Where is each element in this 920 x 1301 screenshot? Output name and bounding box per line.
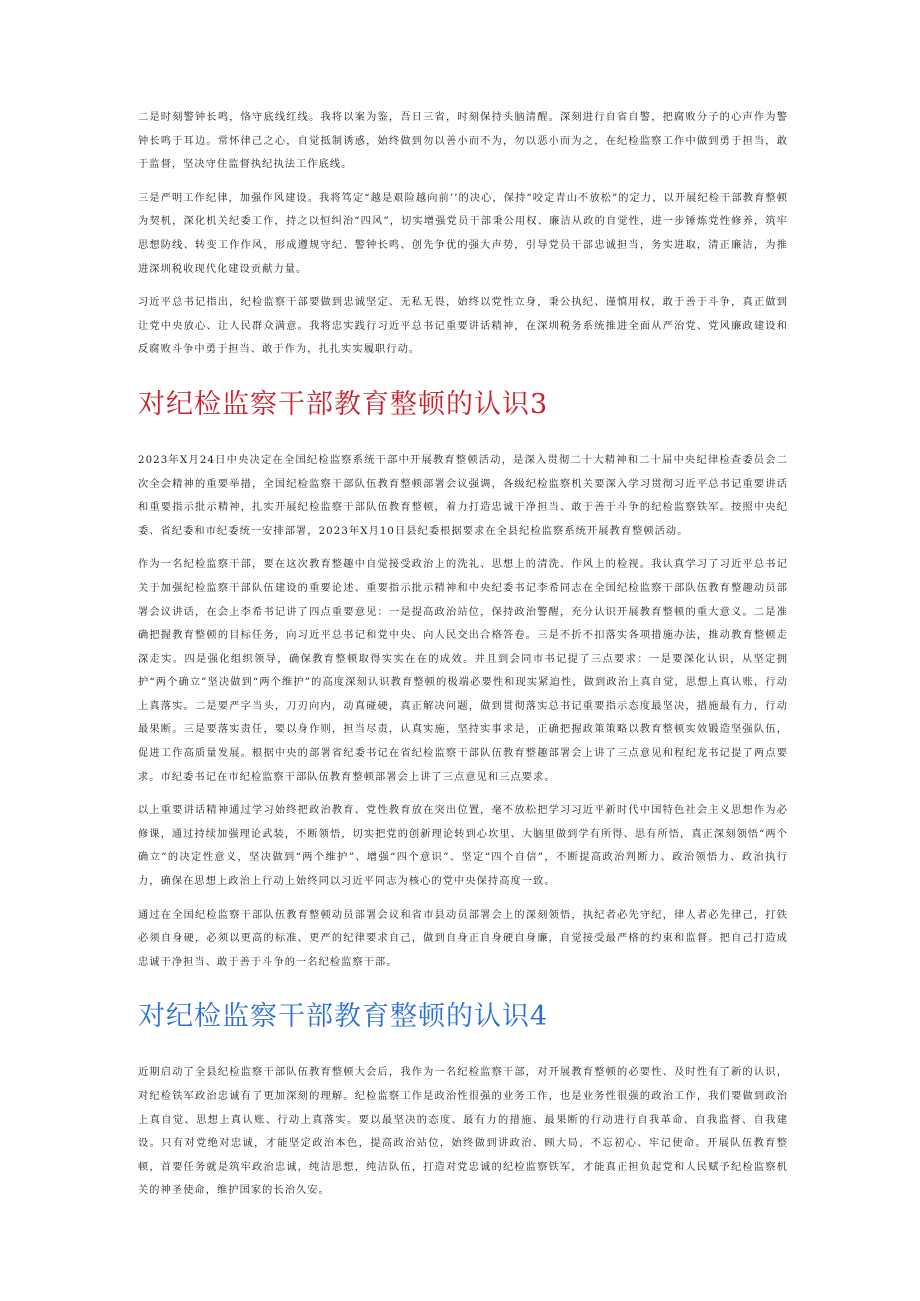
section-3-paragraph-4: 通过在全国纪检监察干部队伍教育整顿动员部署会议和省市县动员部署会上的深刻领悟，执纪者必先守纪，律人者必先律己，打铁必须自身硬，必须以更高的标准、更严的纪律要求自己，做到自身正自身硬自身廉，自觉接受最严格的约束和监督。把自己打造成忠诚干净担当、敢于善于斗争的一名纪检监察干部。: [138, 909, 788, 968]
section-3-paragraph-3: 以上重要讲话精神通过学习始终把政治教育、党性教育放在突出位置，毫不放松把学习习近平新时代中国特色社会主义思想作为必修课，通过持续加强理论武装，不断领悟，切实把党的创新理论转到心坎里、大脑里做到学有所得、思有所悟，真正深刻领悟“两个确立”的决定性意义，坚决做到“两个维护”、增强“四个意识”、坚定“四个自信”，不断提高政治判断力、政治领悟力、政治执行力，确保在思想上政治上行动上始终同以习近平同志为核心的党中央保持高度一致。: [138, 805, 788, 888]
section-3-heading: 对纪检监察干部教育整顿的认识3: [138, 388, 549, 420]
intro-paragraph-2: 三是严明工作纪律，加强作风建设。我将笃定“越是艰险越向前’’的决心，保持“咬定青山不放松”的定力，以开展纪检干部教育整顿为契机，深化机关纪委工作，持之以恒纠治“四风”，切实增强党员干部秉公用权、廉洁从政的自觉性，进一步锤炼党性修养，筑牢思想防线、转变工作作风，形成遵规守纪、警钟长鸣、创先争优的强大声势，引导党员干部忠诚担当，务实进取，清正廉洁，为推进深圳税收现代化建设贡献力量。: [138, 192, 788, 275]
section-4-heading: 对纪检监察干部教育整顿的认识4: [138, 1001, 549, 1033]
section-3-paragraph-1: 2023年X月24日中央决定在全国纪检监察系统干部中开展教育整顿活动，是深入贯彻二十大精神和二十届中央纪律检查委员会二次全会精神的重要举措，全国纪检监察干部队伍教育整顿部署会议强调，各级纪检监察机关要深入学习贯彻习近平总书记重要讲话和重要指示批示精神，扎实开展纪检监察干部队伍教育整顿，着力打造忠诚干净担当、敢于善于斗争的纪检监察铁军。按照中央纪委、省纪委和市纪委统一安排部署，2023年X月10日县纪委根据要求在全县纪检监察系统开展教育整顿活动。: [138, 454, 788, 537]
section-3-paragraph-2: 作为一名纪检监察干部，要在这次教育整趣中自觉接受政治上的洗礼、思想上的清洗、作风上的检视。我认真学习了习近平总书记关于加强纪检监察干部队伍建设的重要论述、重要指示批示精神和中央纪委书记李希同志在全国纪检监察干部队伍教育整趣动员部署会议讲话，在会上李希书记讲了四点重要意见：一是提高政治站位，保持政治警醒，充分认识开展教育整顿的重大意义。二是准确把握教育整顿的目标任务，向习近平总书记和党中央、向人民交出合格答卷。三是不折不扣落实各项措施办法，推动教育整顿走深走实。四是强化组织领导，确保教育整顿取得实实在在的成效。并且到会同市书记提了三点要求：一是要深化认识，从坚定拥护“两个确立”坚决做到“两个维护”的高度深刻认识教育整顿的极端必要性和现实紧迫性，做到政治上真自觉，思想上真认账，行动上真落实。二是要严字当头，刀刃向内，动真碰硬，真正解决问题，做到贯彻落实总书记重要指示态度最坚决，措施最有力，行动最果断。三是要落实责任，要以身作则，担当尽责，认真实施，坚持实事求是，正确把握政策策略以教育整顿实效锻造坚强队伍，促进工作高质量发展。根据中央的部署省纪委书记在省纪检监察干部队伍教育整趣部署会上讲了三点意见和程纪龙书记提了两点要求。市纪委书记在市纪检监察干部队伍教育整顿部署会上讲了三点意见和三点要求。: [138, 559, 788, 783]
intro-paragraph-1: 二是时刻警钟长鸣，恪守底线红线。我将以案为鉴，吾日三省，时刻保持头脑清醒。深刻进行自省自警，把腐败分子的心声作为警钟长鸣于耳边。常怀律己之心，自觉抵制诱惑，始终做到勿以善小而不为，勿以恶小而为之，在纪检监察工作中做到勇于担当，敢于监督，坚决守住监督执纪执法工作底线。: [138, 112, 788, 171]
intro-paragraph-3: 习近平总书记指出，纪检监察干部要做到忠诚坚定、无私无畏，始终以党性立身，秉公执纪、谨慎用权，敢于善于斗争，真正做到让党中央放心、让人民群众满意。我将忠实践行习近平总书记重要讲话精神，在深圳税务系统推进全面从严治党、党风廉政建设和反腐败斗争中勇于担当、敢于作为，扎扎实实履职行动。: [138, 297, 788, 356]
section-4-paragraph-1: 近期启动了全县纪检监察干部队伍教育整顿大会后，我作为一名纪检监察干部，对开展教育整顿的必要性、及时性有了新的认识，对纪检铁军政治忠诚有了更加深刻的理解。纪检监察工作是政治性很强的业务工作，也是业务性很强的政治工作，我们要做到政治上真自觉、思想上真认账、行动上真落实。要以最坚决的态度、最有力的措施、最果断的行动进行自我革命、自我监督、自我建设。只有对党绝对忠诚，才能坚定政治本色，提高政治站位，始终做到讲政治、顾大局，不忘初心、牢记使命。开展队伍教育整顿，首要任务就是筑牢政治忠诚，纯洁思想，纯洁队伍，打造对党忠诚的纪检监察铁军，才能真正担负起党和人民赋予纪检监察机关的神圣使命，维护国家的长治久安。: [138, 1067, 788, 1197]
